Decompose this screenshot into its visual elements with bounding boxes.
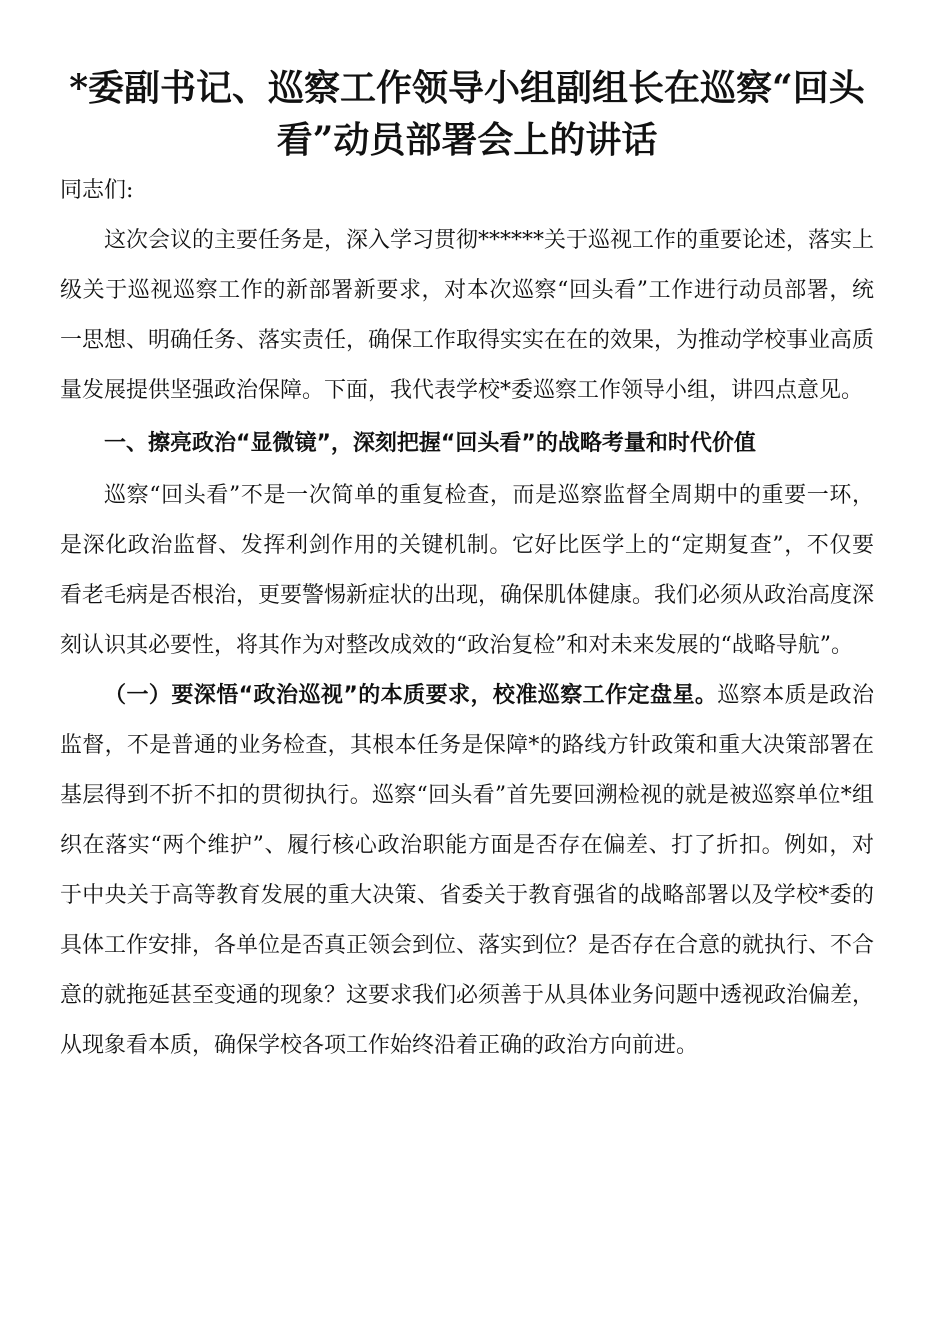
salutation: 同志们: xyxy=(60,178,134,203)
subsection-1-paragraph xyxy=(60,671,874,1071)
document-title: *委副书记、巡察工作领导小组副组长在巡察“回头看”动员部署会上的讲话 xyxy=(69,67,865,161)
subsection-1-body: 巡察本质是政治监督，不是普通的业务检查，其根本任务是保障*的路线方针政策和重大决策部署在基层得到不折不扣的贯彻执行。巡察“回头看”首先要回溯检视的就是被巡察单位*组织在落实“两个维护”、履行核心政治职能方面是否存在偏差、打了折扣。例如，对于中央关于高等教育发展的重大决策、省委关于教育强省的战略部署以及学校*委的具体工作安排，各单位是否真正领会到位、落实到位？是否存在合意的就执行、不合意的就拖延甚至变通的现象？这要求我们必须善于从具体业务问题中透视政治偏差，从现象看本质，确保学校各项工作始终沿着正确的政治方向前进。 xyxy=(60,683,875,1058)
section-1-paragraph: 巡察“回头看”不是一次简单的重复检查，而是巡察监督全周期中的重要一环，是深化政治监督、发挥利剑作用的关键机制。它好比医学上的“定期复查”，不仅要看老毛病是否根治，更要警惕新症状的出现，确保肌体健康。我们必须从政治高度深刻认识其必要性，将其作为对整改成效的“政治复检”和对未来发展的“战略导航”。 xyxy=(60,483,875,658)
intro-paragraph: 这次会议的主要任务是，深入学习贯彻******关于巡视工作的重要论述，落实上级关于巡视巡察工作的新部署新要求，对本次巡察“回头看”工作进行动员部署，统一思想、明确任务、落实责任，确保工作取得实实在在的效果，为推动学校事业高质量发展提供坚强政治保障。下面，我代表学校*委巡察工作领导小组，讲四点意见。 xyxy=(60,228,875,403)
subsection-1-lead: （一）要深悟“政治巡视”的本质要求，校准巡察工作定盘星。 xyxy=(104,683,718,708)
document-page xyxy=(60,62,874,1071)
section-heading-1: 一、擦亮政治“显微镜”，深刻把握“回头看”的战略考量和时代价值 xyxy=(104,431,756,456)
